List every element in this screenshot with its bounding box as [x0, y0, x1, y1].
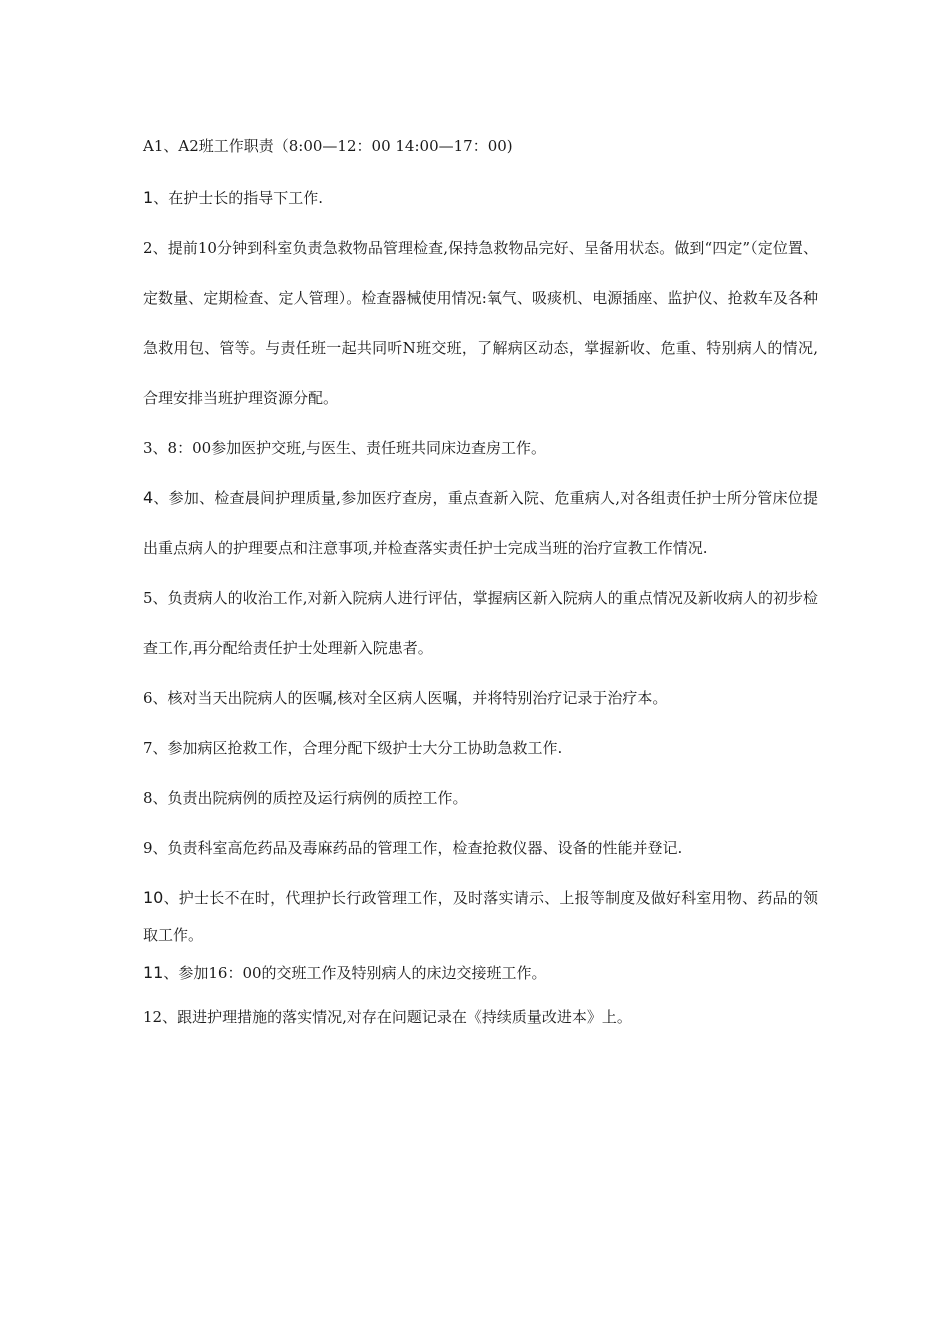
- duty-item-2: [143, 223, 818, 423]
- item-number: 7: [143, 739, 153, 757]
- document-body: [143, 133, 818, 1042]
- item-number: 2: [143, 239, 153, 257]
- item-text: 、负责科室高危药品及毒麻药品的管理工作，检查抢救仪器、设备的性能并登记.: [152, 839, 683, 857]
- duty-item-5: [143, 573, 818, 673]
- item-number: 10: [143, 888, 164, 907]
- duty-item-11: [143, 954, 818, 992]
- item-number: 8: [143, 789, 153, 807]
- document-title: A1、A2班工作职责（8:00—12：00 14:00—17：00): [143, 137, 513, 155]
- item-text: 、负责病人的收治工作,对新入院病人进行评估，掌握病区新入院病人的重点情况及新收病人的初步检查工作,再分配给责任护士处理新入院患者。: [143, 589, 818, 657]
- item-text: 、8：00参加医护交班,与医生、责任班共同床边查房工作。: [152, 439, 546, 457]
- item-text: 、核对当天出院病人的医嘱,核对全区病人医嘱，并将特别治疗记录于治疗本。: [152, 689, 668, 707]
- item-text: 、提前10分钟到科室负责急救物品管理检查,保持急救物品完好、呈备用状态。做到“四定”（定位置、定数量、定期检查、定人管理）。检查器械使用情况:氧气、吸痰机、电源插座、监护仪、抢救车及各种急救用包、管等。与责任班一起共同听N班交班，了解病区动态，掌握新收、危重、特别病人的情况,合理安排当班护理资源分配。: [143, 239, 818, 407]
- duty-item-12: [143, 992, 818, 1042]
- item-number: 5: [143, 589, 153, 607]
- item-text: 、护士长不在时，代理护长行政管理工作，及时落实请示、上报等制度及做好科室用物、药品的领取工作。: [143, 889, 818, 944]
- item-text: 、跟进护理措施的落实情况,对存在问题记录在《持续质量改进本》上。: [162, 1008, 632, 1026]
- item-number: 3: [143, 439, 153, 457]
- item-text: 、参加病区抢救工作，合理分配下级护士大分工协助急救工作.: [152, 739, 563, 757]
- duty-item-4: [143, 473, 818, 573]
- duty-item-6: [143, 673, 818, 723]
- item-number: 12: [143, 1008, 163, 1026]
- item-number: 9: [143, 839, 153, 857]
- duty-item-3: [143, 423, 818, 473]
- item-number: 6: [143, 689, 153, 707]
- item-text: 、参加16：00的交班工作及特别病人的床边交接班工作。: [163, 964, 547, 982]
- item-text: 、负责出院病例的质控及运行病例的质控工作。: [152, 789, 468, 807]
- item-text: 、参加、检查晨间护理质量,参加医疗查房，重点查新入院、危重病人,对各组责任护士所分管床位提出重点病人的护理要点和注意事项,并检查落实责任护士完成当班的治疗宣教工作情况.: [143, 489, 818, 557]
- duty-item-1: [143, 173, 818, 223]
- item-number: 11: [143, 963, 164, 982]
- duty-item-9: [143, 823, 818, 873]
- item-text: 、在护士长的指导下工作.: [153, 189, 323, 207]
- duty-item-10: [143, 879, 818, 954]
- duty-item-8: [143, 773, 818, 823]
- item-number: 1: [143, 188, 154, 207]
- item-number: 4: [143, 488, 154, 507]
- duty-item-7: [143, 723, 818, 773]
